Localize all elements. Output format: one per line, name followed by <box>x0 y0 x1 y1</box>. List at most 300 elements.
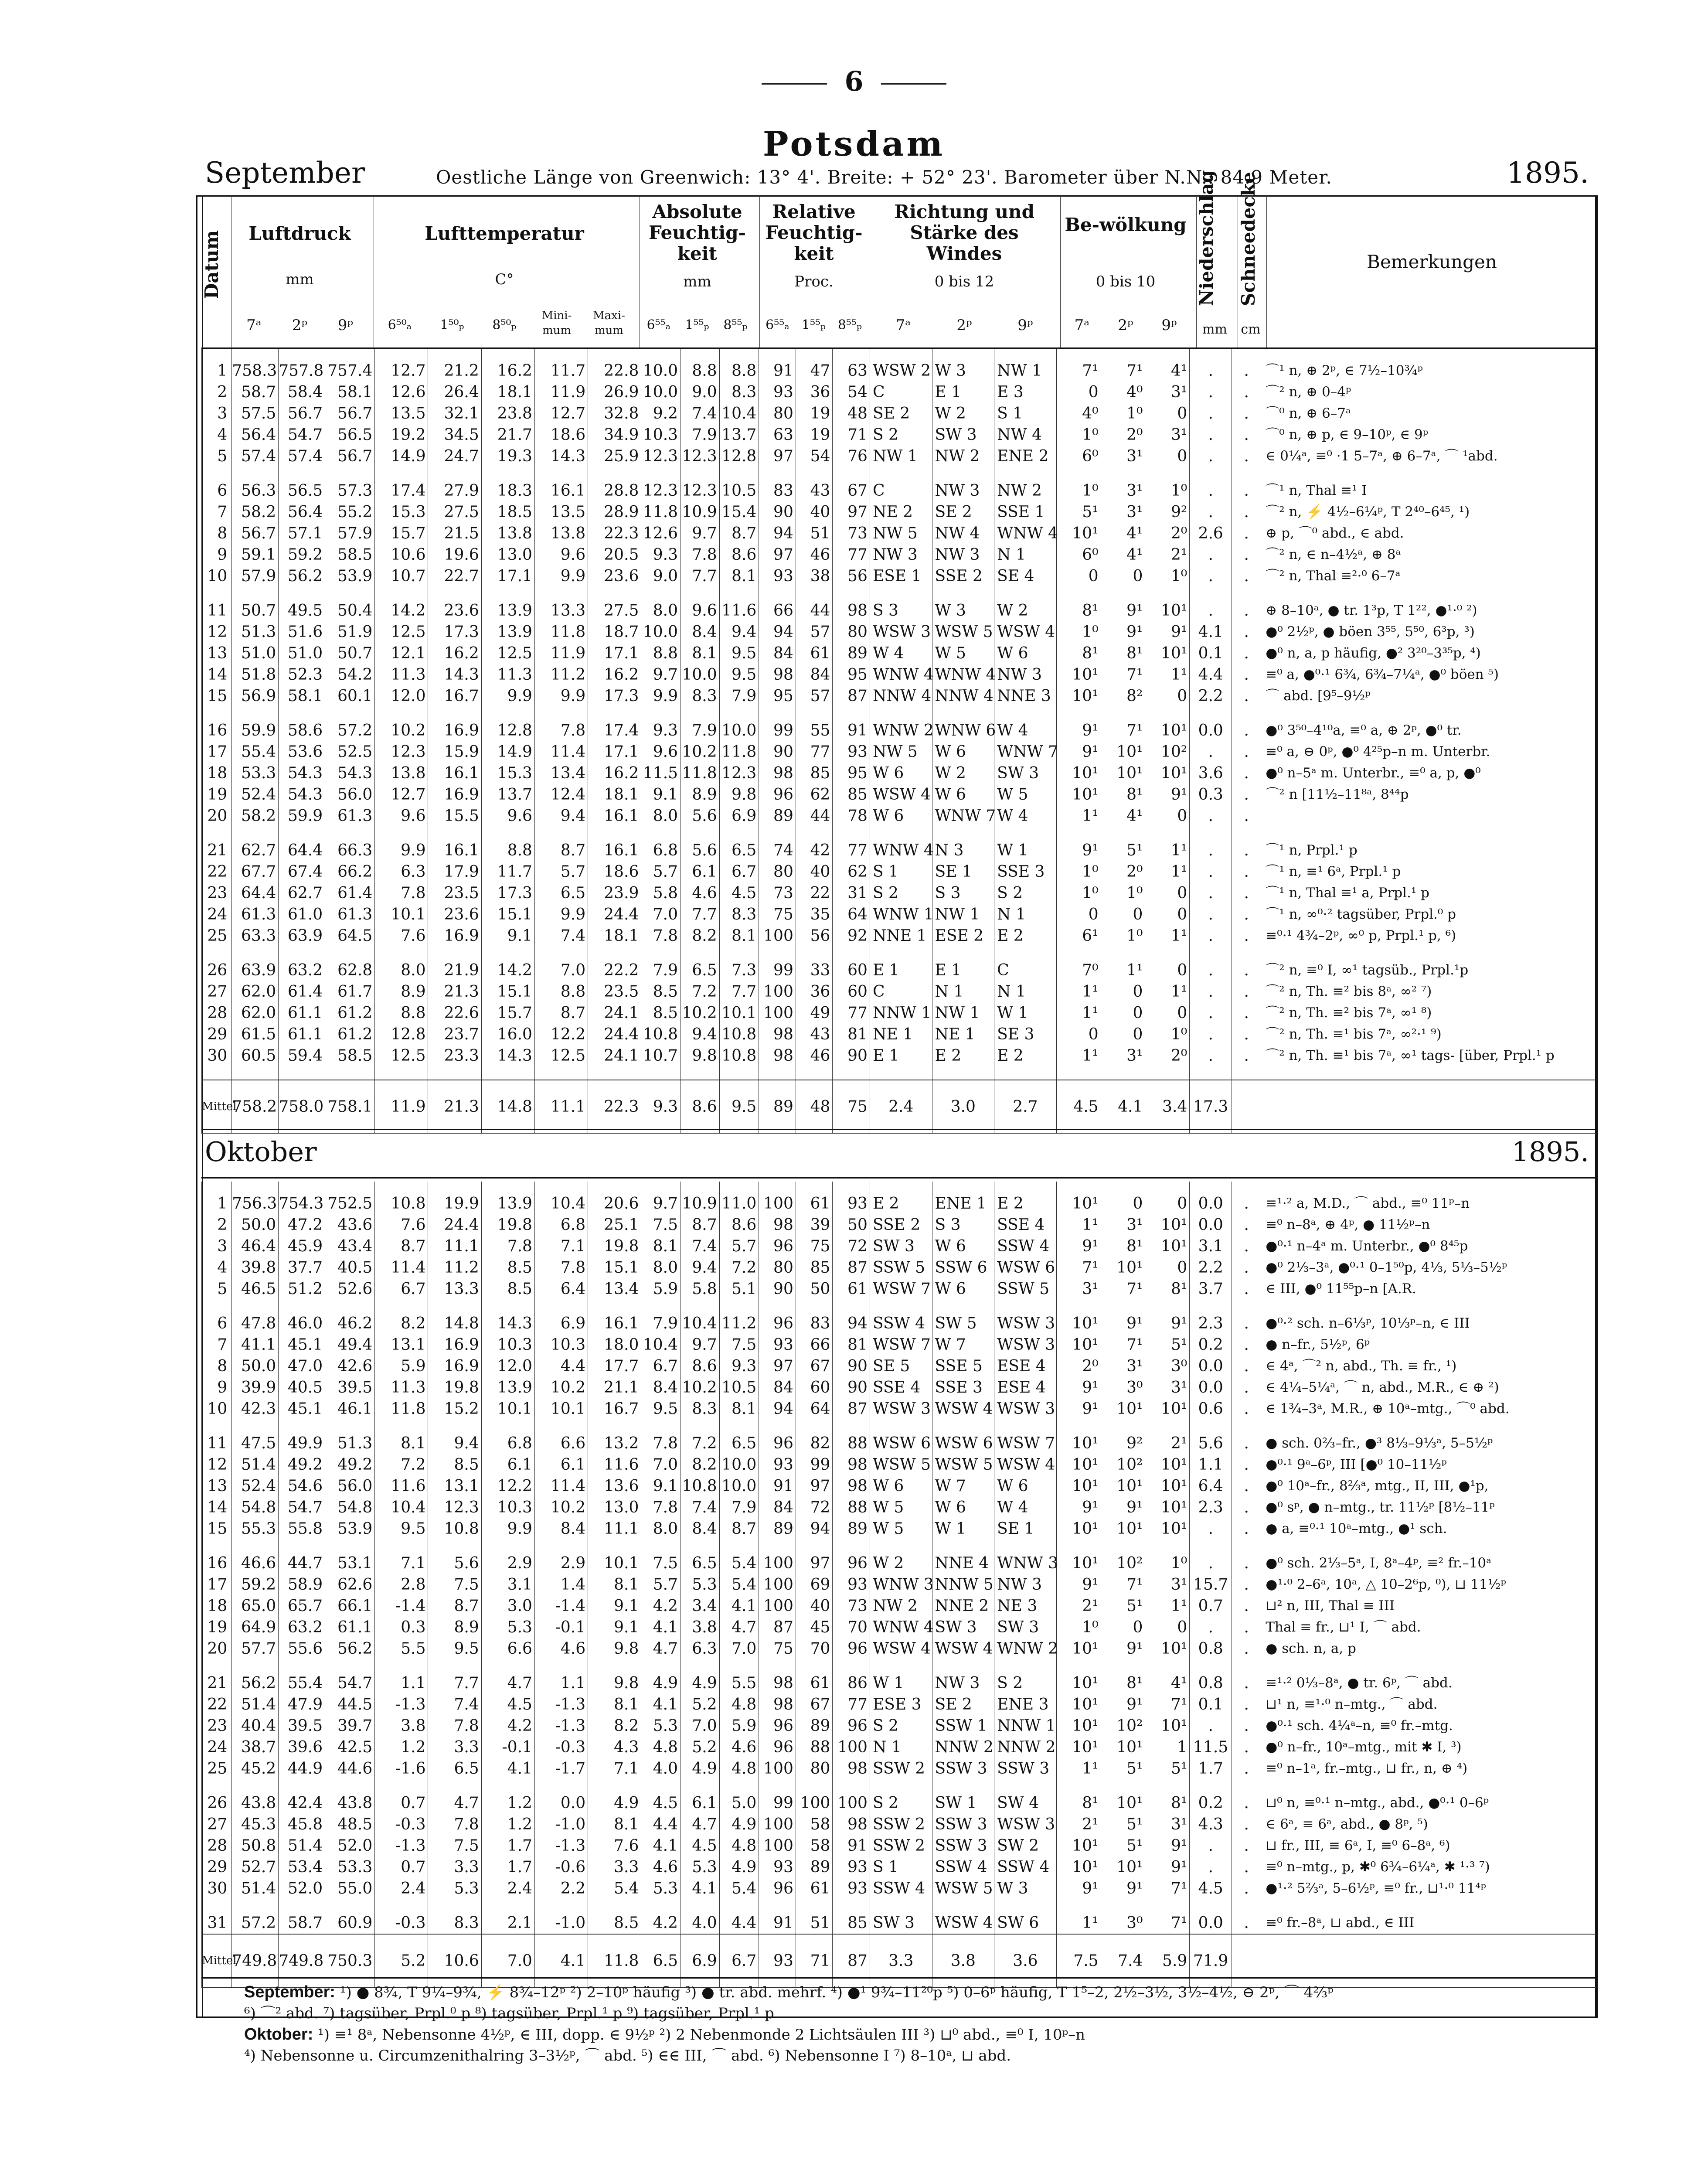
sub-w7: 7ᵃ <box>895 317 911 334</box>
cell-t2: 7.8 <box>428 1715 481 1737</box>
cell-rain: 0.1 <box>1190 643 1232 664</box>
cell-a2: 4.9 <box>680 1758 720 1792</box>
cell-r1: 99 <box>759 960 796 981</box>
cell-b9: 1⁰ <box>1145 480 1190 501</box>
cell-tmax: 24.1 <box>588 1002 641 1024</box>
cell-w9: C <box>994 960 1057 981</box>
cell-a1: 8.5 <box>641 981 680 1002</box>
cell-w7: WNW 3 <box>870 1574 932 1595</box>
cell-datum: 25 <box>202 1758 232 1792</box>
cell-r2: 75 <box>796 1236 833 1257</box>
cell-r3: 77 <box>833 1002 870 1024</box>
cell-t2: 15.9 <box>428 741 481 763</box>
cell-datum: 3 <box>202 1236 232 1257</box>
cell-tmax: 18.7 <box>588 621 641 643</box>
cell-w9: WNW 7 <box>994 741 1057 763</box>
cell-b2: 10² <box>1101 1553 1145 1574</box>
cell-a3: 7.0 <box>719 1638 759 1672</box>
cell-r1: 100 <box>759 1182 796 1214</box>
cell-p7: 53.3 <box>232 763 279 784</box>
mean-a3: 9.5 <box>719 1080 759 1133</box>
cell-t2: 9.5 <box>428 1638 481 1672</box>
cell-rain: . <box>1190 882 1232 904</box>
cell-w2: NNW 2 <box>932 1737 994 1758</box>
cell-r1: 91 <box>759 1475 796 1497</box>
mean-r3: 87 <box>833 1934 870 1987</box>
cell-a2: 8.1 <box>680 643 720 664</box>
cell-remark: ●⁰·² sch. n–6⅓ᵖ, 10⅓ᵖ–n, ∈ III <box>1261 1313 1596 1334</box>
cell-tmax: 18.1 <box>588 925 641 960</box>
cell-t3: 1.2 <box>481 1792 534 1814</box>
cell-r2: 83 <box>796 1313 833 1334</box>
cell-p7: 57.7 <box>232 1638 279 1672</box>
cell-w7: SE 2 <box>870 403 932 424</box>
cell-p9: 61.1 <box>325 1617 375 1638</box>
table-row <box>202 1182 1597 1214</box>
cell-a1: 7.0 <box>641 1454 680 1475</box>
cell-b9: 3¹ <box>1145 424 1190 446</box>
cell-b2: 10² <box>1101 1715 1145 1737</box>
cell-r1: 89 <box>759 1518 796 1553</box>
cell-a3: 8.3 <box>719 904 759 925</box>
cell-r2: 22 <box>796 882 833 904</box>
cell-p2: 56.4 <box>279 501 325 523</box>
cell-p7: 57.4 <box>232 446 279 480</box>
cell-b2: 3¹ <box>1101 1045 1145 1080</box>
cell-b9: 8¹ <box>1145 1792 1190 1814</box>
cell-rain: . <box>1190 1617 1232 1638</box>
cell-t2: 27.5 <box>428 501 481 523</box>
cell-snow: . <box>1232 1715 1261 1737</box>
cell-b9: 3¹ <box>1145 1814 1190 1835</box>
sub-b9: 9ᵖ <box>1161 317 1177 334</box>
cell-a1: 6.8 <box>641 840 680 861</box>
cell-tmin: 9.9 <box>534 565 588 600</box>
cell-a1: 8.4 <box>641 1377 680 1398</box>
cell-r2: 57 <box>796 685 833 720</box>
cell-rain: 0.2 <box>1190 1334 1232 1356</box>
cell-a1: 4.2 <box>641 1912 680 1934</box>
cell-r2: 85 <box>796 763 833 784</box>
table-row <box>202 1758 1597 1792</box>
table-row <box>202 1617 1597 1638</box>
cell-tmax: 7.1 <box>588 1758 641 1792</box>
cell-tmax: 17.1 <box>588 643 641 664</box>
cell-r3: 76 <box>833 446 870 480</box>
cell-rain: 0.0 <box>1190 1377 1232 1398</box>
mean-remark <box>1261 1080 1596 1133</box>
cell-p2: 56.5 <box>279 480 325 501</box>
cell-t2: 8.7 <box>428 1595 481 1617</box>
cell-remark: ⌒² n, Thal ≡²·⁰ 6–7ᵃ <box>1261 565 1596 600</box>
cell-remark: ● sch. n, a, p <box>1261 1638 1596 1672</box>
cell-snow: . <box>1232 805 1261 840</box>
cell-p2: 57.4 <box>279 446 325 480</box>
cell-w2: E 2 <box>932 1045 994 1080</box>
cell-p2: 53.4 <box>279 1856 325 1878</box>
table-row <box>202 1313 1597 1334</box>
cell-rain: 4.3 <box>1190 1814 1232 1835</box>
cell-b9: 2⁰ <box>1145 1045 1190 1080</box>
table-row <box>202 1278 1597 1313</box>
table-row <box>202 763 1597 784</box>
cell-tmin: 6.6 <box>534 1433 588 1454</box>
cell-t3: 4.5 <box>481 1694 534 1715</box>
cell-b2: 8¹ <box>1101 1672 1145 1694</box>
cell-remark <box>1261 805 1596 840</box>
cell-w7: WSW 7 <box>870 1334 932 1356</box>
table-row <box>202 403 1597 424</box>
cell-t2: 16.9 <box>428 1334 481 1356</box>
cell-b7: 9¹ <box>1056 1236 1101 1257</box>
cell-a2: 4.7 <box>680 1814 720 1835</box>
cell-t2: 11.1 <box>428 1236 481 1257</box>
cell-p2: 52.0 <box>279 1878 325 1912</box>
cell-p2: 61.4 <box>279 981 325 1002</box>
cell-p9: 64.5 <box>325 925 375 960</box>
month-label: September <box>205 156 365 190</box>
cell-t3: 19.8 <box>481 1214 534 1236</box>
cell-b2: 5¹ <box>1101 840 1145 861</box>
cell-p7: 39.8 <box>232 1257 279 1278</box>
cell-r2: 33 <box>796 960 833 981</box>
cell-w2: SSW 4 <box>932 1856 994 1878</box>
cell-a1: 9.3 <box>641 544 680 565</box>
cell-tmax: 20.6 <box>588 1182 641 1214</box>
cell-datum: 28 <box>202 1835 232 1856</box>
cell-tmin: 12.4 <box>534 784 588 805</box>
table-row <box>202 664 1597 685</box>
cell-w9: WSW 6 <box>994 1257 1057 1278</box>
cell-w9: SSW 5 <box>994 1278 1057 1313</box>
cell-r3: 77 <box>833 840 870 861</box>
cell-b2: 9¹ <box>1101 1878 1145 1912</box>
mean-w2: 3.8 <box>932 1934 994 1987</box>
cell-p2: 51.2 <box>279 1278 325 1313</box>
unit-celsius: C° <box>495 271 514 288</box>
cell-a3: 8.1 <box>719 925 759 960</box>
cell-b9: 5¹ <box>1145 1758 1190 1792</box>
cell-r3: 54 <box>833 382 870 403</box>
cell-a3: 8.1 <box>719 565 759 600</box>
cell-t3: 6.1 <box>481 1454 534 1475</box>
cell-snow: . <box>1232 1334 1261 1356</box>
cell-snow: . <box>1232 523 1261 544</box>
cell-snow: . <box>1232 403 1261 424</box>
cell-tmin: 8.7 <box>534 840 588 861</box>
cell-b9: 1⁰ <box>1145 1024 1190 1045</box>
cell-r3: 67 <box>833 480 870 501</box>
cell-r1: 94 <box>759 523 796 544</box>
cell-r1: 75 <box>759 1638 796 1672</box>
cell-tmin: 9.9 <box>534 904 588 925</box>
cell-p9: 51.3 <box>325 1433 375 1454</box>
cell-datum: 21 <box>202 840 232 861</box>
cell-p9: 54.3 <box>325 763 375 784</box>
cell-b7: 0 <box>1056 565 1101 600</box>
cell-b2: 9¹ <box>1101 621 1145 643</box>
cell-r3: 87 <box>833 1398 870 1433</box>
cell-w2: W 6 <box>932 1278 994 1313</box>
cell-r2: 44 <box>796 600 833 621</box>
cell-t1: 15.3 <box>375 501 428 523</box>
cell-t2: 22.6 <box>428 1002 481 1024</box>
cell-r1: 100 <box>759 1553 796 1574</box>
cell-t1: 10.8 <box>375 1182 428 1214</box>
cell-r3: 88 <box>833 1433 870 1454</box>
cell-tmin: -1.3 <box>534 1715 588 1737</box>
cell-r2: 38 <box>796 565 833 600</box>
cell-w9: E 2 <box>994 925 1057 960</box>
cell-remark: ⌒² n, Th. ≡¹ bis 7ᵃ, ∞¹ tags- [über, Prpl.¹ p <box>1261 1045 1596 1080</box>
cell-b2: 3⁰ <box>1101 1377 1145 1398</box>
cell-b7: 8¹ <box>1056 1792 1101 1814</box>
sub-max: Maxi-mum <box>593 309 625 337</box>
cell-t1: 7.2 <box>375 1454 428 1475</box>
cell-b9: 10¹ <box>1145 1398 1190 1433</box>
cell-t2: 22.7 <box>428 565 481 600</box>
cell-p7: 51.4 <box>232 1454 279 1475</box>
cell-r3: 93 <box>833 1878 870 1912</box>
cell-a2: 5.8 <box>680 1278 720 1313</box>
cell-r2: 45 <box>796 1617 833 1638</box>
cell-p9: 66.1 <box>325 1595 375 1617</box>
cell-p2: 45.1 <box>279 1334 325 1356</box>
cell-a2: 8.2 <box>680 925 720 960</box>
cell-b7: 10¹ <box>1056 664 1101 685</box>
cell-b7: 9¹ <box>1056 741 1101 763</box>
table-row <box>202 904 1597 925</box>
cell-tmin: 10.4 <box>534 1182 588 1214</box>
cell-a3: 5.0 <box>719 1792 759 1814</box>
table-row <box>202 720 1597 741</box>
cell-r2: 39 <box>796 1214 833 1236</box>
cell-t1: 11.6 <box>375 1475 428 1497</box>
cell-tmax: 5.4 <box>588 1878 641 1912</box>
cell-t3: 18.5 <box>481 501 534 523</box>
cell-r2: 43 <box>796 480 833 501</box>
cell-p2: 54.3 <box>279 784 325 805</box>
cell-w9: W 6 <box>994 1475 1057 1497</box>
cell-p7: 65.0 <box>232 1595 279 1617</box>
cell-datum: 30 <box>202 1045 232 1080</box>
cell-tmin: 2.9 <box>534 1553 588 1574</box>
cell-a1: 8.0 <box>641 600 680 621</box>
cell-p2: 62.7 <box>279 882 325 904</box>
cell-a1: 9.2 <box>641 403 680 424</box>
cell-snow: . <box>1232 1497 1261 1518</box>
cell-tmin: 6.5 <box>534 882 588 904</box>
mean-w2: 3.0 <box>932 1080 994 1133</box>
cell-p2: 61.1 <box>279 1024 325 1045</box>
cell-tmax: 24.4 <box>588 1024 641 1045</box>
cell-w7: NE 1 <box>870 1024 932 1045</box>
cell-b2: 1⁰ <box>1101 882 1145 904</box>
cell-t1: 7.8 <box>375 882 428 904</box>
cell-snow: . <box>1232 446 1261 480</box>
cell-snow: . <box>1232 1672 1261 1694</box>
mean-b9: 5.9 <box>1145 1934 1190 1987</box>
cell-a3: 10.4 <box>719 403 759 424</box>
cell-t1: 11.4 <box>375 1257 428 1278</box>
cell-a1: 9.9 <box>641 685 680 720</box>
cell-datum: 26 <box>202 960 232 981</box>
cell-p7: 47.8 <box>232 1313 279 1334</box>
cell-p9: 62.6 <box>325 1574 375 1595</box>
cell-a2: 7.7 <box>680 904 720 925</box>
cell-p7: 59.2 <box>232 1574 279 1595</box>
cell-b2: 0 <box>1101 981 1145 1002</box>
cell-p9: 56.7 <box>325 446 375 480</box>
cell-tmin: 11.8 <box>534 621 588 643</box>
cell-w2: WSW 5 <box>932 621 994 643</box>
cell-r3: 60 <box>833 981 870 1002</box>
cell-remark: ∈ III, ●⁰ 11⁵⁵p–n [A.R. <box>1261 1278 1596 1313</box>
cell-p9: 56.7 <box>325 403 375 424</box>
cell-t1: 7.6 <box>375 1214 428 1236</box>
table-row <box>202 621 1597 643</box>
cell-a2: 8.4 <box>680 1518 720 1553</box>
table-row <box>202 1356 1597 1377</box>
cell-b7: 10¹ <box>1056 1334 1101 1356</box>
cell-snow: . <box>1232 960 1261 981</box>
cell-w9: W 3 <box>994 1878 1057 1912</box>
cell-r2: 51 <box>796 1912 833 1934</box>
mean-t2: 21.3 <box>428 1080 481 1133</box>
cell-a1: 4.2 <box>641 1595 680 1617</box>
cell-a3: 10.0 <box>719 1454 759 1475</box>
cell-b9: 1¹ <box>1145 981 1190 1002</box>
cell-b7: 10¹ <box>1056 1518 1101 1553</box>
footnote-sep-2: ⁶) ⌒² abd. ⁷) tagsüber, Prpl.⁰ p ⁸) tagsüber, Prpl.¹ p ⁹) tagsüber, Prpl.¹ p <box>244 2005 774 2022</box>
cell-b9: 10¹ <box>1145 1518 1190 1553</box>
cell-tmax: 28.8 <box>588 480 641 501</box>
cell-tmax: 13.0 <box>588 1497 641 1518</box>
cell-p2: 59.2 <box>279 544 325 565</box>
cell-w2: NW 1 <box>932 904 994 925</box>
cell-a1: 4.1 <box>641 1617 680 1638</box>
cell-snow: . <box>1232 544 1261 565</box>
cell-t1: 8.2 <box>375 1313 428 1334</box>
cell-snow: . <box>1232 1518 1261 1553</box>
cell-datum: 18 <box>202 1595 232 1617</box>
cell-a1: 10.0 <box>641 382 680 403</box>
cell-b7: 9¹ <box>1056 1878 1101 1912</box>
cell-b9: 9¹ <box>1145 1313 1190 1334</box>
cell-r1: 93 <box>759 1856 796 1878</box>
cell-datum: 23 <box>202 882 232 904</box>
cell-t3: 15.1 <box>481 981 534 1002</box>
table-row <box>202 424 1597 446</box>
cell-remark: ⌒⁰ n, ⊕ p, ∈ 9–10ᵖ, ∈ 9ᵖ <box>1261 424 1596 446</box>
table-row <box>202 1398 1597 1433</box>
cell-datum: 23 <box>202 1715 232 1737</box>
cell-snow: . <box>1232 1377 1261 1398</box>
footnote-oct-1: ¹) ≡¹ 8ᵃ, Nebensonne 4½ᵖ, ∈ III, dopp. ∈ 9½ᵖ ²) 2 Nebenmonde 2 Lichtsäulen III ³) ⊔⁰ abd., ≡⁰ I, 10ᵖ–n <box>318 2026 1085 2044</box>
cell-t3: 18.3 <box>481 480 534 501</box>
cell-t1: 12.8 <box>375 1024 428 1045</box>
cell-tmin: -1.4 <box>534 1595 588 1617</box>
cell-t2: 19.9 <box>428 1182 481 1214</box>
cell-tmin: 14.3 <box>534 446 588 480</box>
cell-p7: 47.5 <box>232 1433 279 1454</box>
cell-tmax: 23.9 <box>588 882 641 904</box>
cell-b7: 0 <box>1056 1024 1101 1045</box>
cell-p9: 61.7 <box>325 981 375 1002</box>
cell-rain: . <box>1190 1002 1232 1024</box>
cell-t3: 8.5 <box>481 1278 534 1313</box>
cell-w2: SSE 3 <box>932 1377 994 1398</box>
cell-datum: 19 <box>202 784 232 805</box>
cell-rain: . <box>1190 480 1232 501</box>
cell-p7: 38.7 <box>232 1737 279 1758</box>
cell-tmin: 10.2 <box>534 1497 588 1518</box>
cell-w9: NNW 2 <box>994 1737 1057 1758</box>
cell-w9: WSW 4 <box>994 1454 1057 1475</box>
cell-w2: WNW 7 <box>932 805 994 840</box>
cell-tmax: 8.2 <box>588 1715 641 1737</box>
cell-rain: 0.8 <box>1190 1672 1232 1694</box>
cell-r1: 93 <box>759 565 796 600</box>
cell-b9: 10¹ <box>1145 763 1190 784</box>
cell-b2: 7¹ <box>1101 720 1145 741</box>
cell-a1: 8.8 <box>641 643 680 664</box>
cell-t3: 9.9 <box>481 685 534 720</box>
cell-a2: 3.8 <box>680 1617 720 1638</box>
cell-tmax: 25.9 <box>588 446 641 480</box>
cell-t2: 23.6 <box>428 600 481 621</box>
table-row <box>202 1045 1597 1080</box>
cell-b7: 1¹ <box>1056 805 1101 840</box>
cell-rain: . <box>1190 1045 1232 1080</box>
cell-rain: . <box>1190 403 1232 424</box>
cell-datum: 4 <box>202 1257 232 1278</box>
cell-w2: W 6 <box>932 1497 994 1518</box>
cell-p7: 50.0 <box>232 1214 279 1236</box>
cell-w9: WNW 4 <box>994 523 1057 544</box>
cell-w2: W 3 <box>932 600 994 621</box>
cell-b7: 9¹ <box>1056 1574 1101 1595</box>
cell-t1: 6.7 <box>375 1278 428 1313</box>
cell-r1: 99 <box>759 720 796 741</box>
cell-w7: WSW 7 <box>870 1278 932 1313</box>
cell-p2: 757.8 <box>279 349 325 382</box>
cell-a2: 4.6 <box>680 882 720 904</box>
cell-w7: SSW 2 <box>870 1758 932 1792</box>
cell-t3: 13.9 <box>481 1182 534 1214</box>
cell-rain: . <box>1190 805 1232 840</box>
cell-a3: 6.7 <box>719 861 759 882</box>
cell-t3: 6.8 <box>481 1433 534 1454</box>
cell-b9: 2⁰ <box>1145 523 1190 544</box>
cell-p2: 63.2 <box>279 1617 325 1638</box>
cell-w9: SW 2 <box>994 1835 1057 1856</box>
cell-remark: ⌒² n, ⊕ 0–4ᵖ <box>1261 382 1596 403</box>
cell-r2: 54 <box>796 446 833 480</box>
cell-r2: 82 <box>796 1433 833 1454</box>
cell-p7: 45.2 <box>232 1758 279 1792</box>
table-row <box>202 1856 1597 1878</box>
cell-p2: 44.7 <box>279 1553 325 1574</box>
cell-rain: 0.0 <box>1190 1356 1232 1377</box>
table-row <box>202 960 1597 981</box>
cell-a1: 7.9 <box>641 1313 680 1334</box>
cell-datum: 7 <box>202 501 232 523</box>
cell-t3: 13.9 <box>481 600 534 621</box>
cell-t3: 11.3 <box>481 664 534 685</box>
cell-snow: . <box>1232 1553 1261 1574</box>
cell-p2: 39.6 <box>279 1737 325 1758</box>
